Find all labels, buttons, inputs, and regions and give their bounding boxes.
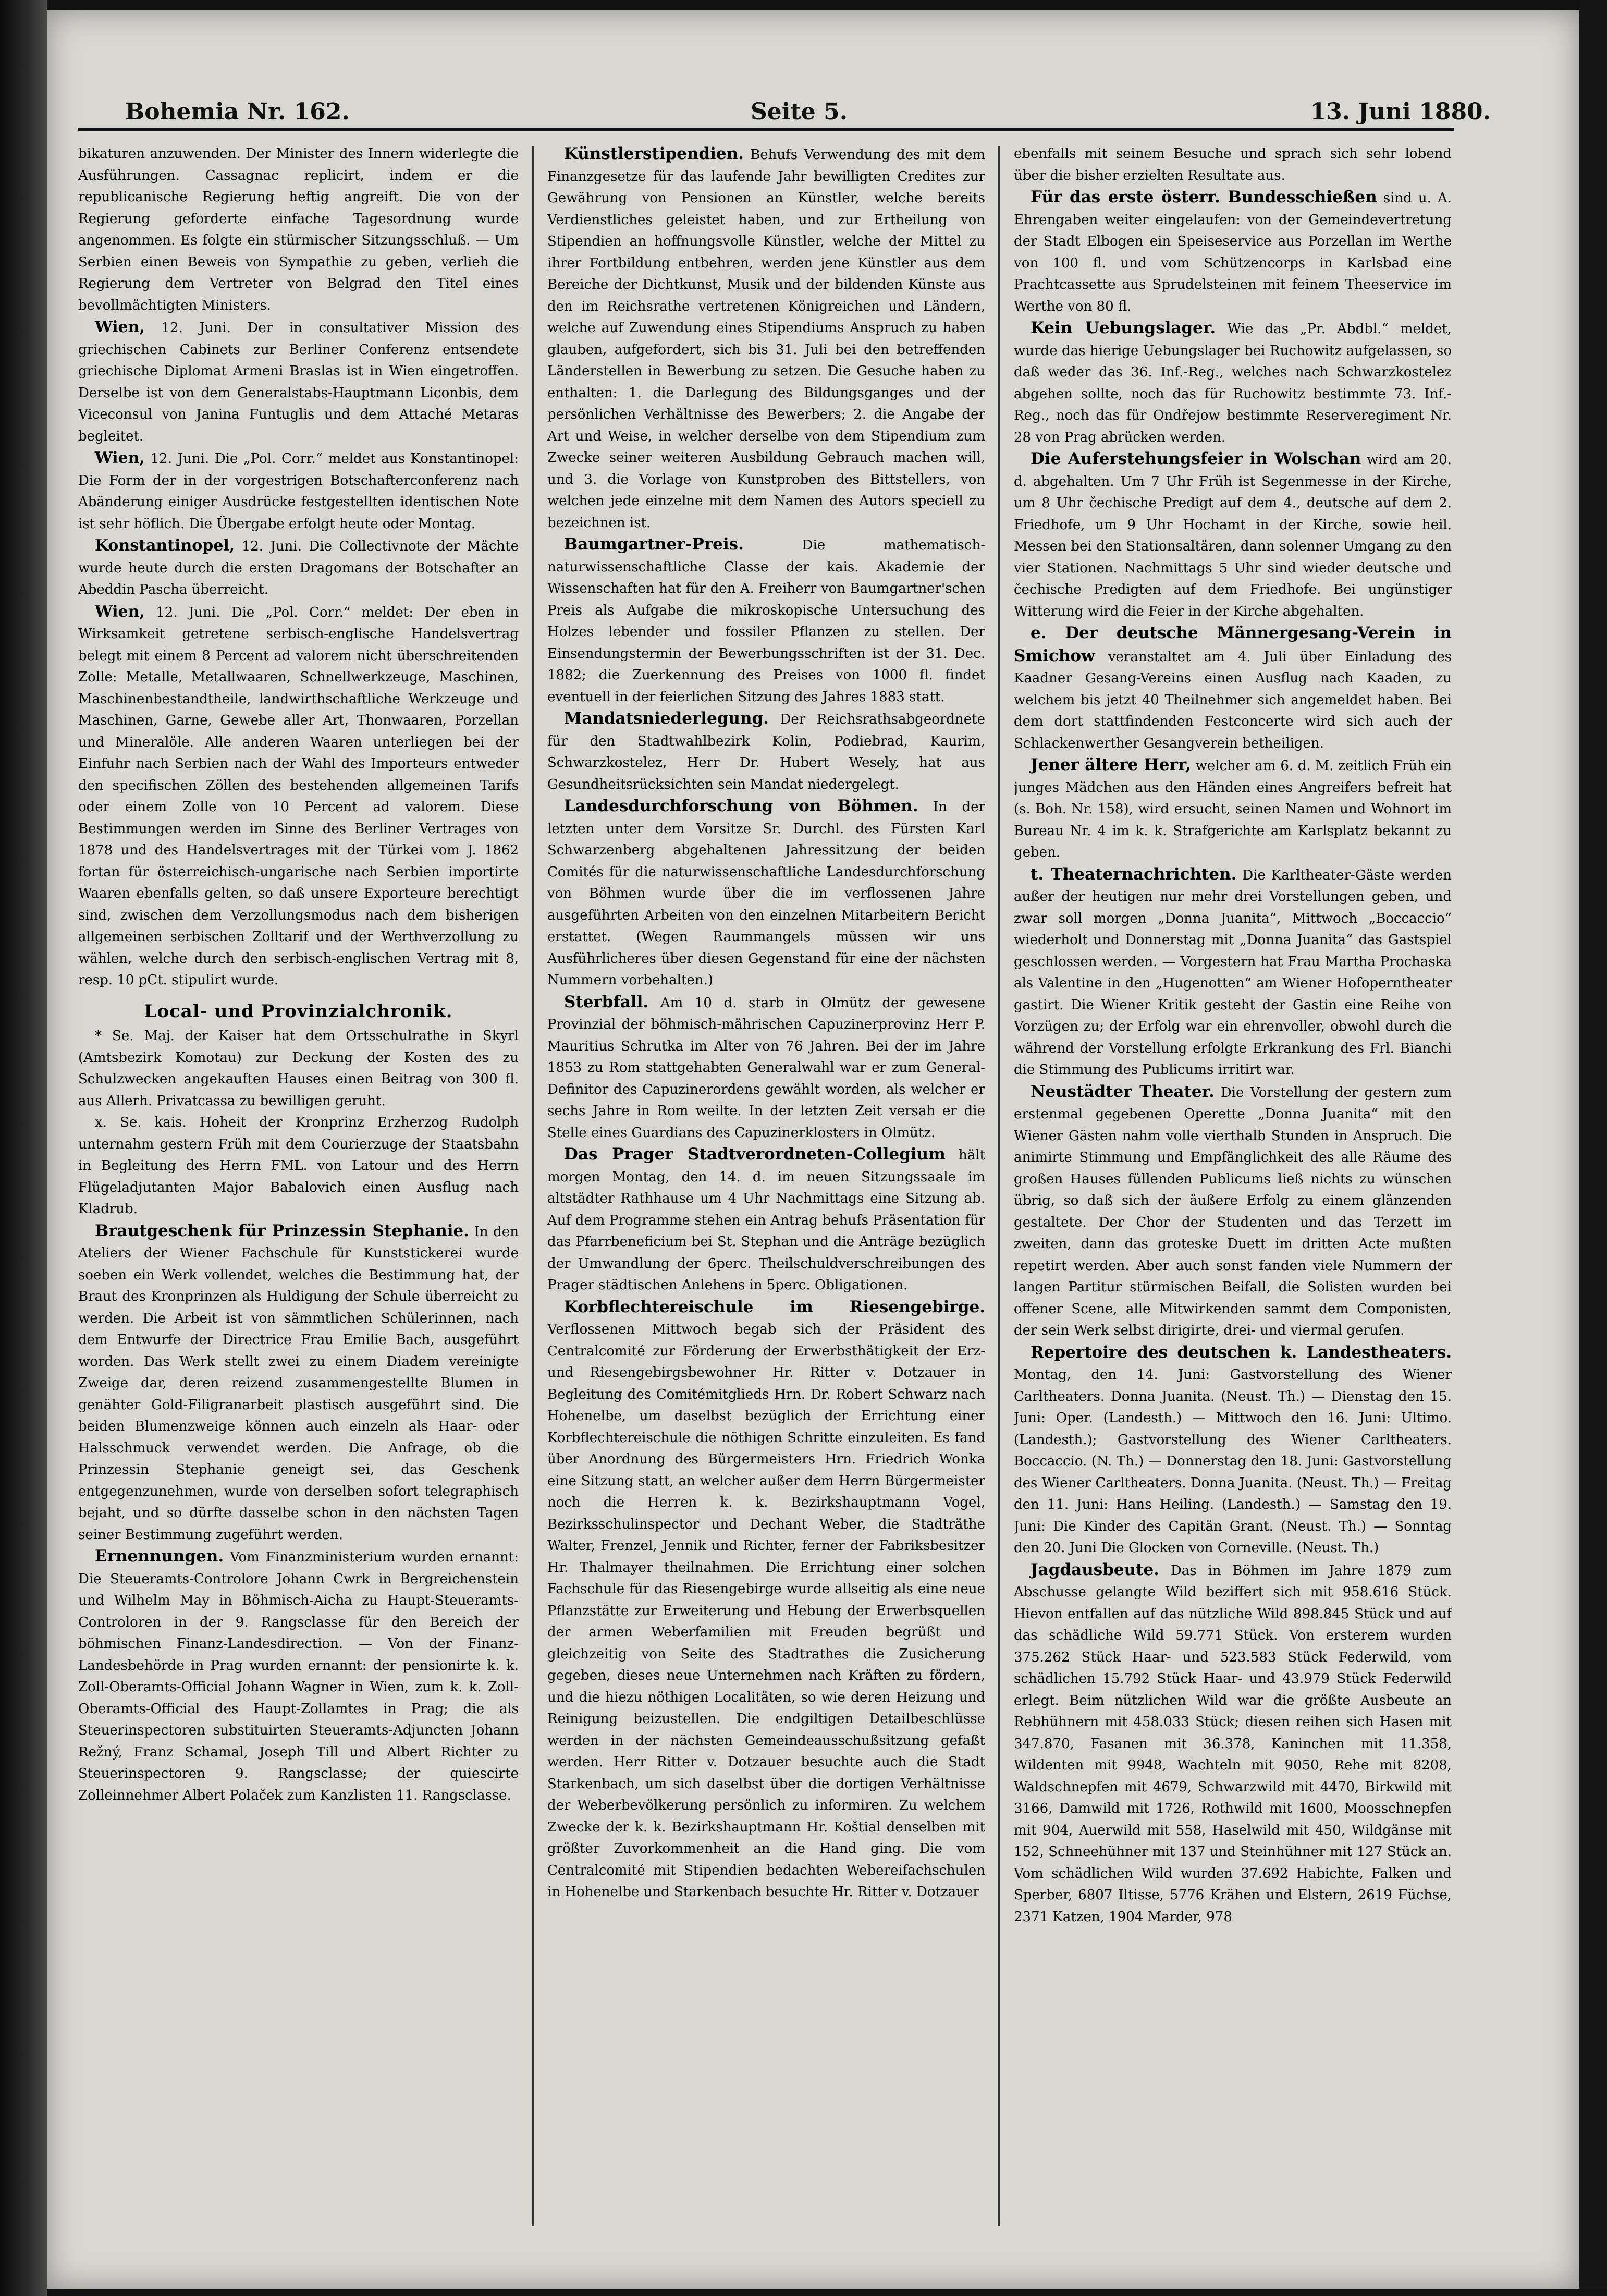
article-paragraph: Landesdurchforschung von Böhmen. In der letzten unter dem Vorsitze Sr. Durchl. des Fürsten Karl Schwarzenberg abgehaltenen Jahressitzung der beiden Comités für die naturwissenschaftliche Landesdurchforschung von Böhmen wurde über die im verflossenen Jahre ausgeführten Arbeiten von den einzelnen Mitarbeitern Bericht erstattet. (Wegen Raummangels müssen wir uns Ausführlicheres über diesen Gegenstand für eine der nächsten Nummern vorbehalten.) bbox=[547, 797, 985, 988]
article-paragraph: Mandatsniederlegung. Der Reichsrathsabgeordnete für den Stadtwahlbezirk Kolin, Podiebrad, Kaurim, Schwarzkostelez, Herr Dr. Hubert Wesely, hat aus Gesundheitsrücksichten sein Mandat niedergelegt. bbox=[547, 709, 985, 792]
dateline: Wien, bbox=[95, 602, 145, 621]
article-headline: Kein Uebungslager. bbox=[1031, 319, 1216, 337]
header-publication: Bohemia Nr. 162. bbox=[125, 99, 350, 125]
article-headline: Baumgartner-Preis. bbox=[564, 535, 744, 554]
dateline: Wien, bbox=[95, 318, 145, 336]
article-headline: Landesdurchforschung von Böhmen. bbox=[564, 797, 918, 815]
article-headline: Repertoire des deutschen k. Landestheaters. bbox=[1031, 1342, 1452, 1362]
scan-right-border bbox=[1579, 0, 1607, 2296]
article-headline: Ernennungen. bbox=[95, 1547, 224, 1566]
column-1 bbox=[78, 143, 519, 2229]
article-paragraph: x. Se. kais. Hoheit der Kronprinz Erzherzog Rudolph unternahm gestern Früh mit dem Courierzuge der Staatsbahn in Begleitung des Herrn FML. von Latour und des Herrn Flügeladjutanten Major Babalovich einen Ausflug nach Kladrub. bbox=[78, 1115, 519, 1217]
article-paragraph: Für das erste österr. Bundesschießen sind u. A. Ehrengaben weiter eingelaufen: von der Gemeindevertretung der Stadt Elbogen ein Speiseservice aus Porzellan im Werthe von 100 fl. und vom Schützencorps in Karlsbad eine Prachtcassette aus Sprudelsteinen mit feinem Theeservice im Werthe von 80 fl. bbox=[1014, 188, 1452, 314]
article-headline: Künstlerstipendien. bbox=[564, 144, 744, 163]
column-3 bbox=[1014, 143, 1452, 2229]
article-paragraph: Wien, 12. Juni. Der in consultativer Mission des griechischen Cabinets zur Berliner Conferenz entsendete griechische Diplomat Armeni Braslas ist in Wien eingetroffen. Derselbe ist von dem Generalstabs-Hauptmann Liconbis, dem Viceconsul von Janina Funtuglis und dem Attaché Metaras begleitet. bbox=[78, 318, 519, 444]
article-headline: t. Theaternachrichten. bbox=[1031, 864, 1237, 884]
article-paragraph: Jener ältere Herr, welcher am 6. d. M. zeitlich Früh ein junges Mädchen aus den Händen eines Angreifers befreit hat (s. Boh. Nr. 158), wird ersucht, seinen Namen und Wohnort im Bureau Nr. 4 im k. k. Strafgerichte am Karlsplatz bekannt zu geben. bbox=[1014, 755, 1452, 860]
article-paragraph: Die Auferstehungsfeier in Wolschan wird am 20. d. abgehalten. Um 7 Uhr Früh ist Segenmesse in der Kirche, um 8 Uhr čechische Predigt auf dem 4., deutsche auf dem 2. Friedhofe, um 9 Uhr Hochamt in der Kirche, sowie heil. Messen bei den Stationsaltären, dann solenner Umgang zu den vier Stationen. Nachmittags 5 Uhr sind wieder deutsche und čechische Predigten auf dem Friedhofe. Bei ungünstiger Witterung wird die Feier in der Kirche abgehalten. bbox=[1014, 449, 1452, 619]
article-headline: Brautgeschenk für Prinzessin Stephanie. bbox=[95, 1221, 470, 1240]
article-paragraph: Korbflechtereischule im Riesengebirge. Verflossenen Mittwoch begab sich der Präsident des Centralcomité zur Förderung der Erwerbsthätigkeit der Erz- und Riesengebirgsbewohner Hr. Ritter v. Dotzauer in Begleitung des Comitémitglieds Hrn. Dr. Robert Schwarz nach Hohenelbe, um daselbst bezüglich der Errichtung einer Korbflechtereischule die nöthigen Schritte einzuleiten. Es fand über Anordnung des Bürgermeisters Hrn. Friedrich Wonka eine Sitzung statt, an welcher außer dem Herrn Bürgermeister noch die Herren k. k. Bezirkshauptmann Vogel, Bezirksschulinspector und Dechant Weber, die Stadträthe Walter, Frenzel, Jennik und Richter, ferner der Fabriksbesitzer Hr. Thalmayer theilnahmen. Die Errichtung einer solchen Fachschule für das Riesengebirge wurde allseitig als eine neue Pflanzstätte zur Erweiterung und Hebung der Erwerbsquellen der armen Weberfamilien mit Freuden begrüßt und gleichzeitig von Seite des Stadtrathes die Zusicherung gegeben, dieses neue Unternehmen nach Kräften zu fördern, und die hiezu nöthigen Localitäten, so wie deren Heizung und Reinigung beizustellen. Die endgiltigen Detailbeschlüsse werden in der nächsten Gemeindeausschußsitzung gefaßt werden. Herr Ritter v. Dotzauer besuchte auch die Stadt Starkenbach, um sich daselbst über die dortigen Verhältnisse der Weberbevölkerung persönlich zu informiren. Zu welchem Zwecke der k. k. Bezirkshauptmann Hr. Koštial denselben mit größter Zuvorkommenheit an die Hand ging. Die vom Centralcomité mit Stipendien bedachten Webereifachschulen in Hohenelbe und Starkenbach besuchte Hr. Ritter v. Dotzauer bbox=[547, 1297, 985, 1900]
article-paragraph: Kein Uebungslager. Wie das „Pr. Abdbl.“ meldet, wurde das hierige Uebungslager bei Ruchowitz aufgelassen, so daß weder das 36. Inf.-Reg., welches nach Schwarzkostelez abgehen sollte, noch das für Ruchowitz bestimmte 73. Inf.-Reg., noch das für Ondřejow bestimmte Reserveregiment Nr. 28 von Prag abrücken werden. bbox=[1014, 319, 1452, 445]
column-rule bbox=[998, 146, 1000, 2226]
article-paragraph: bikaturen anzuwenden. Der Minister des Innern widerlegte die Ausführungen. Cassagnac replicirt, indem er die republicanische Regierung heftig angreift. Die von der Regierung geforderte einfache Tagesordnung wurde angenommen. Es folgte ein stürmischer Sitzungsschluß. — Um Serbien einen Beweis von Sympathie zu geben, verlieh die Regierung dem Vertreter von Belgrad den Titel eines bevollmächtigten Ministers. bbox=[78, 146, 519, 313]
header-date: 13. Juni 1880. bbox=[1310, 99, 1491, 125]
article-headline: Die Auferstehungsfeier in Wolschan bbox=[1031, 449, 1361, 468]
article-paragraph: Neustädter Theater. Die Vorstellung der gestern zum erstenmal gegebenen Operette „Donna Juanita“ mit den Wiener Gästen nahm volle vierthalb Stunden in Anspruch. Die animirte Stimmung und Empfänglichkeit des alle Räume des großen Hauses füllenden Publicums ließ nichts zu wünschen übrig, so daß sich der äußere Erfolg zu einem glänzenden gestaltete. Der Chor der Studenten und das Terzett im zweiten, dann das groteske Duett im dritten Acte mußten repetirt werden. Aber auch sonst fanden viele Nummern der langen Partitur stürmischen Beifall, die Solisten wurden bei offener Scene, alle Mitwirkenden sammt dem Componisten, der sein Werk selbst dirigirte, drei- und viermal gerufen. bbox=[1014, 1082, 1452, 1338]
article-paragraph: t. Theaternachrichten. Die Karltheater-Gäste werden außer der heutigen nur mehr drei Vorstellungen geben, und zwar soll morgen „Donna Juanita“, Mittwoch „Boccaccio“ wiederholt und Donnerstag mit „Donna Juanita“ das Gastspiel geschlossen werden. — Vorgestern hat Frau Martha Prochaska als Valentine in den „Hugenotten“ am Wiener Hofoperntheater gastirt. Die Wiener Kritik gesteht der Gastin eine Reihe von Vorzügen zu; der Erfolg war ein ehrenvoller, obwohl durch die während der Vorstellung erfolgte Erkrankung des Frl. Bianchi die Stimmung des Publicums irritirt war. bbox=[1014, 864, 1452, 1078]
article-paragraph: Repertoire des deutschen k. Landestheaters. Montag, den 14. Juni: Gastvorstellung des Wiener Carltheaters. Donna Juanita. (Neust. Th.) — Dienstag den 15. Juni: Oper. (Landesth.) — Mittwoch den 16. Juni: Ultimo. (Landesth.); Gastvorstellung des Wiener Carltheaters. Boccaccio. (N. Th.) — Donnerstag den 18. Juni: Gastvorstellung des Wiener Carltheaters. Donna Juanita. (Neust. Th.) — Freitag den 11. Juni: Hans Heiling. (Landesth.) — Samstag den 19. Juni: Die Kinder des Capitän Grant. (Neust. Th.) — Sonntag den 20. Juni Die Glocken von Corneville. (Neust. Th.) bbox=[1014, 1342, 1452, 1556]
section-heading: Local- und Provinzialchronik. bbox=[144, 1000, 453, 1022]
article-headline: Mandatsniederlegung. bbox=[564, 709, 769, 728]
column-rule bbox=[532, 146, 534, 2226]
article-headline: Für das erste österr. Bundesschießen bbox=[1031, 188, 1377, 206]
article-paragraph: Jagdausbeute. Das in Böhmen im Jahre 1879 zum Abschusse gelangte Wild beziffert sich mit 958.616 Stück. Hievon entfallen auf das nützliche Wild 898.845 Stück und auf das schädliche Wild 59.771 Stück. Von ersterem wurden 375.262 Stück Haar- und 523.583 Stück Federwild, vom schädlichen 15.792 Stück Haar- und 43.979 Stück Federwild erlegt. Beim nützlichen Wild war die größte Ausbeute an Rebhühnern mit 458.033 Stück; diesen reihen sich Hasen mit 347.870, Fasanen mit 36.378, Kaninchen mit 11.358, Wildenten mit 9948, Wachteln mit 9050, Rehe mit 8208, Waldschnepfen mit 4679, Schwarzwild mit 4470, Birkwild mit 3166, Damwild mit 1726, Rothwild mit 1600, Moosschnepfen mit 904, Auerwild mit 558, Haselwild mit 450, Wildgänse mit 152, Schneehühner mit 137 und Steinhühner mit 127 Stück an. Vom schädlichen Wild wurden 37.692 Habichte, Falken und Sperber, 6807 Iltisse, 5776 Krähen und Elstern, 2619 Füchse, 2371 Katzen, 1904 Marder, 978 bbox=[1014, 1560, 1452, 1925]
article-paragraph: Konstantinopel, 12. Juni. Die Collectivnote der Mächte wurde heute durch die ersten Dragomans der Botschafter an Abeddin Pascha überreicht. bbox=[78, 536, 519, 597]
article-paragraph: Wien, 12. Juni. Die „Pol. Corr.“ meldet aus Konstantinopel: Die Form der in der vorgestrigen Botschafterconferenz nach Abänderung einiger Ausdrücke festgestellten identischen Note ist sehr höflich. Die Übergabe erfolgt heute oder Montag. bbox=[78, 449, 519, 532]
article-headline: Sterbfall. bbox=[564, 992, 649, 1011]
scan-bottom-border bbox=[47, 2289, 1607, 2296]
dateline: Konstantinopel, bbox=[95, 536, 235, 555]
article-headline: Jener ältere Herr, bbox=[1031, 755, 1191, 774]
article-paragraph: * Se. Maj. der Kaiser hat dem Ortsschulrathe in Skyrl (Amtsbezirk Komotau) zur Deckung der Kosten des zu Schulzwecken angekauften Hauses einen Beitrag von 300 fl. aus Allerh. Privatcassa zu bewilligen geruht. bbox=[78, 1028, 519, 1109]
article-headline: Neustädter Theater. bbox=[1031, 1082, 1215, 1101]
article-headline: e. Der deutsche Männergesang-Verein in Smichow bbox=[1014, 624, 1452, 665]
dateline: Wien, bbox=[95, 449, 145, 467]
scan-top-border bbox=[47, 0, 1607, 10]
article-paragraph: ebenfalls mit seinem Besuche und sprach sich sehr lobend über die bisher erzielten Resultate aus. bbox=[1014, 146, 1452, 184]
article-paragraph: Brautgeschenk für Prinzessin Stephanie. In den Ateliers der Wiener Fachschule für Kunststickerei wurde soeben ein Werk vollendet, welches die Bestimmung hat, der Braut des Kronprinzen als Huldigung der Schule überreicht zu werden. Die Arbeit ist von sämmtlichen Schülerinnen, nach dem Entwurfe der Directrice Frau Emilie Bach, ausgeführt worden. Das Werk stellt zwei zu einem Diadem vereinigte Zweige dar, deren reizend zusammengestellte Blumen in genähter Gold-Filigranarbeit plastisch ausgeführt sind. Die beiden Blumenzweige können auch einzeln als Haar- oder Halsschmuck verwendet werden. Die Anfrage, ob die Prinzessin Stephanie geneigt sei, das Geschenk entgegenzunehmen, wurde von derselben sofort telegraphisch bejaht, und so dürfte dasselbe schon in den nächsten Tagen seiner Bestimmung zugeführt werden. bbox=[78, 1221, 519, 1543]
scan-dark-edge bbox=[0, 0, 47, 2296]
page-header bbox=[125, 94, 1491, 130]
article-paragraph: Künstlerstipendien. Behufs Verwendung des mit dem Finanzgesetze für das laufende Jahr bewilligten Credites zur Gewährung von Pensionen an Künstler, welche bereits Verdienstliches geleistet haben, und zur Ertheilung von Stipendien an hoffnungsvolle Künstler, welche der Mittel zu ihrer Fortbildung entbehren, werden jene Künstler aus dem Bereiche der Dichtkunst, Musik und der bildenden Künste aus den im Reichsrathe vertretenen Königreichen und Ländern, welche auf Zuwendung eines Stipendiums Anspruch zu haben glauben, aufgefordert, sich bis 31. Juli bei den betreffenden Länderstellen in Bewerbung zu setzen. Die Gesuche haben zu enthalten: 1. die Darlegung des Bildungsganges und der persönlichen Verhältnisse des Bewerbers; 2. die Angabe der Art und Weise, in welcher derselbe von dem Stipendium zum Zwecke seiner weiteren Ausbildung Gebrauch machen will, und 3. die Vorlage von Kunstproben des Bittstellers, von welchen jede einzelne mit dem Namen des Autors speciell zu bezeichnen ist. bbox=[547, 144, 985, 531]
article-paragraph: Baumgartner-Preis. Die mathematisch-naturwissenschaftliche Classe der kais. Akademie der Wissenschaften hat für den A. Freiherr von Baumgartner'schen Preis als Aufgabe die mikroskopische Untersuchung des Holzes lebender und fossiler Pflanzen zu stellen. Der Einsendungstermin der Bewerbungsschriften ist der 31. Dec. 1882; die Zuerkennung des Preises von 1000 fl. findet eventuell in der feierlichen Sitzung des Jahres 1883 statt. bbox=[547, 535, 985, 705]
article-headline: Das Prager Stadtverordneten-Collegium bbox=[564, 1145, 946, 1164]
article-headline: Jagdausbeute. bbox=[1031, 1560, 1159, 1579]
article-paragraph: Das Prager Stadtverordneten-Collegium hält morgen Montag, den 14. d. im neuen Sitzungssaale im altstädter Rathhause um 4 Uhr Nachmittags eine Sitzung ab. Auf dem Programme stehen ein Antrag behufs Präsentation für das Pfarrbeneficium bei St. Stephan und die Anträge bezüglich der Umwandlung der 6perc. Theilschuldverschreibungen des Prager städtischen Anlehens in 5perc. Obligationen. bbox=[547, 1145, 985, 1293]
article-headline: Korbflechtereischule im Riesengebirge. bbox=[564, 1297, 985, 1316]
column-2 bbox=[547, 143, 985, 2229]
article-paragraph: Wien, 12. Juni. Die „Pol. Corr.“ meldet: Der eben in Wirksamkeit getretene serbisch-englische Handelsvertrag belegt mit einem 8 Percent ad valorem nicht überschreitenden Zolle: Metalle, Metallwaaren, Schnellwerkzeuge, Maschinen, Maschinenbestandtheile, landwirthschaftliche Werkzeuge und Maschinen, Garne, Gewebe aller Art, Thonwaaren, Porzellan und Mineralöle. Alle anderen Waaren unterliegen bei der Einfuhr nach Serbien nach der Wahl des Importeurs entweder den specifischen Zöllen des bestehenden allgemeinen Tarifs oder einem Zolle von 10 Percent ad valorem. Diese Bestimmungen werden im Sinne des Berliner Vertrages von 1878 und des Handelsvertrages mit der Türkei vom J. 1862 fortan für österreichisch-ungarische nach Serbien importirte Waaren ebenfalls gelten, so daß unsere Exporteure berechtigt sind, zwischen dem Verzollungsmodus nach dem bisherigen allgemeinen serbischen Zolltarif und der Werthverzollung zu wählen, welche durch den serbisch-englischen Vertrag mit 8, resp. 10 pCt. stipulirt wurde. bbox=[78, 602, 519, 988]
article-paragraph: Ernennungen. Vom Finanzministerium wurden ernannt: Die Steueramts-Controlore Johann Cwrk in Bergreichenstein und Wilhelm May in Böhmisch-Aicha zu Haupt-Steueramts-Controloren in der 9. Rangsclasse für den Bereich der böhmischen Finanz-Landesdirection. — Von der Finanz-Landesbehörde in Prag wurden ernannt: der pensionirte k. k. Zoll-Oberamts-Official Johann Wagner in Wien, zum k. k. Zoll-Oberamts-Official des Haupt-Zollamtes in Prag; die als Steuerinspectoren substituirten Steueramts-Adjuncten Johann Režný, Franz Schamal, Joseph Till und Albert Richter zu Steuerinspectoren 9. Rangsclasse; der quiescirte Zolleinnehmer Albert Polaček zum Kanzlisten 11. Rangsclasse. bbox=[78, 1547, 519, 1803]
article-paragraph: Sterbfall. Am 10 d. starb in Olmütz der gewesene Provinzial der böhmisch-mährischen Capuzinerprovinz Herr P. Mauritius Schrutka im Alter von 76 Jahren. Bei der im Jahre 1853 zu Rom stattgehabten Generalwahl war er zum General-Definitor des Capuzinerordens gewählt worden, als welcher er sechs Jahre in Rom weilte. In der letzten Zeit versah er die Stelle eines Guardians des Capuzinerklosters in Olmütz. bbox=[547, 992, 985, 1141]
header-rule bbox=[78, 128, 1454, 131]
header-page-number: Seite 5. bbox=[751, 99, 848, 125]
article-paragraph: e. Der deutsche Männergesang-Verein in Smichow veranstaltet am 4. Juli über Einladung des Kaadner Gesang-Vereins einen Ausflug nach Kaaden, zu welchem bis jetzt 40 Theilnehmer sich angemeldet haben. Bei dem dort stattfindenden Festconcerte wird sich auch der Schlackenwerther Gesangverein betheiligen. bbox=[1014, 624, 1452, 751]
